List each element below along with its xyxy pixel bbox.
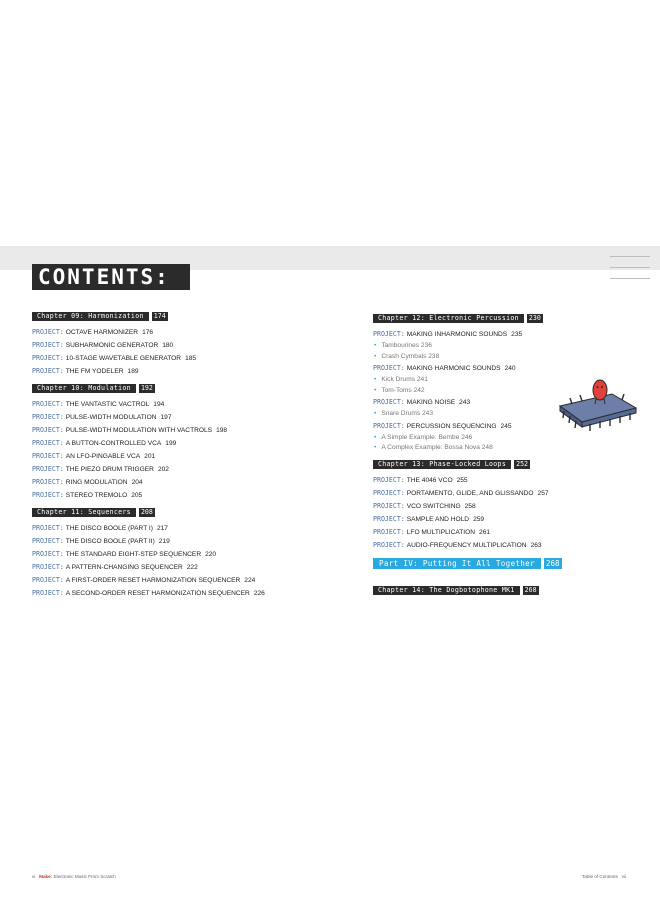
project-entry[interactable] [32, 450, 332, 463]
project-tag: PROJECT: [32, 452, 64, 460]
project-name: THE VANTASTIC VACTROL [65, 401, 150, 408]
project-page-number: 224 [244, 577, 256, 584]
chapter-page-number: 268 [524, 585, 537, 594]
project-page-number: 258 [464, 502, 476, 510]
project-entry[interactable] [32, 535, 332, 548]
project-tag: PROJECT: [373, 330, 405, 338]
project-name: PERCUSSION SEQUENCING [406, 422, 497, 430]
project-name: THE 4046 VCO [406, 476, 453, 484]
project-entry[interactable] [32, 522, 332, 535]
subtopic-page-number: 248 [481, 444, 493, 451]
chapter-label: Chapter 09: Harmonization [32, 312, 149, 321]
project-page-number: 263 [530, 541, 542, 549]
project-name: A BUTTON-CONTROLLED VCA [65, 440, 162, 447]
project-page-number: 199 [165, 440, 177, 447]
project-page-number: 219 [158, 538, 170, 545]
project-tag: PROJECT: [32, 400, 64, 408]
bullet-icon: • [374, 352, 377, 360]
project-name: AN LFO-PINGABLE VCA [65, 453, 141, 460]
corner-rules [610, 246, 650, 279]
chapter-page-number: 208 [140, 508, 153, 516]
project-page-number: 235 [511, 331, 523, 338]
project-page-number: 257 [537, 489, 549, 497]
project-page-number: 180 [162, 342, 174, 349]
project-page-number: 189 [127, 368, 139, 375]
project-entry[interactable] [32, 476, 332, 489]
project-entry[interactable] [32, 489, 332, 502]
project-page-number: 245 [500, 422, 512, 430]
project-page-number: 226 [253, 590, 265, 597]
section-gap [32, 600, 332, 606]
chapter-label: Chapter 12: Electronic Percussion [373, 314, 524, 323]
project-entry[interactable] [373, 500, 643, 513]
project-name: THE DISCO BOOLE (PART I) [65, 525, 153, 532]
project-tag: PROJECT: [32, 367, 64, 375]
project-name: SAMPLE AND HOLD [406, 515, 470, 523]
chapter-heading[interactable] [373, 586, 643, 595]
subtopic-entry[interactable] [373, 443, 643, 454]
subtopic-name: Snare Drums [381, 410, 421, 417]
project-tag: PROJECT: [32, 478, 64, 486]
chapter-label: Chapter 10: Modulation [32, 384, 136, 393]
project-tag: PROJECT: [373, 421, 405, 430]
chapter-page-number: 268 [545, 558, 560, 568]
chapter-heading[interactable] [373, 314, 643, 323]
project-tag: PROJECT: [32, 439, 64, 447]
project-page-number: 255 [456, 476, 468, 484]
project-tag: PROJECT: [32, 426, 64, 434]
bullet-icon: • [374, 433, 377, 441]
chapter-page-number: 192 [140, 384, 153, 392]
project-tag: PROJECT: [32, 413, 64, 421]
project-name: A PATTERN-CHANGING SEQUENCER [65, 564, 183, 571]
project-name: 10-STAGE WAVETABLE GENERATOR [65, 355, 182, 362]
subtopic-page-number: 236 [420, 342, 432, 349]
project-name: SUBHARMONIC GENERATOR [65, 342, 159, 349]
chapter-label: Chapter 14: The Dogbotophone MK1 [373, 586, 520, 595]
subtopic-name: Kick Drums [381, 376, 416, 383]
project-name: MAKING NOISE [406, 399, 456, 406]
chapter-page-number: 230 [528, 314, 541, 322]
subtopic-page-number: 242 [413, 386, 425, 394]
project-tag: PROJECT: [32, 576, 64, 584]
project-entry[interactable] [32, 424, 332, 437]
project-page-number: 261 [479, 528, 491, 536]
subtopic-page-number: 246 [461, 433, 473, 441]
left-column [32, 312, 332, 606]
project-page-number: 185 [185, 355, 197, 362]
project-tag: PROJECT: [373, 540, 405, 549]
footer-section-title: Table of Contents [582, 874, 618, 879]
chapter-heading[interactable] [32, 508, 332, 517]
project-name: THE DISCO BOOLE (PART II) [65, 538, 155, 545]
subtopic-name: Tom-Toms [381, 386, 412, 394]
footer-right-page: vii [621, 874, 626, 879]
project-entry[interactable] [373, 513, 643, 526]
project-entry[interactable] [373, 539, 643, 552]
project-entry[interactable] [32, 463, 332, 476]
project-tag: PROJECT: [32, 328, 64, 336]
project-name: THE STANDARD EIGHT-STEP SEQUENCER [65, 551, 202, 558]
project-page-number: 202 [157, 466, 169, 473]
footer-right [582, 874, 626, 879]
project-entry[interactable] [32, 411, 332, 424]
chapter-page-number: 174 [153, 312, 166, 320]
project-tag: PROJECT: [32, 550, 64, 558]
project-name: MAKING HARMONIC SOUNDS [406, 365, 501, 372]
project-tag: PROJECT: [32, 465, 64, 473]
project-tag: PROJECT: [373, 475, 405, 484]
bullet-icon: • [374, 444, 377, 451]
project-page-number: 217 [156, 525, 168, 532]
project-page-number: 194 [153, 401, 165, 408]
project-tag: PROJECT: [373, 514, 405, 523]
book-spread [0, 246, 660, 879]
project-tag: PROJECT: [32, 589, 64, 597]
bullet-icon: • [374, 342, 377, 349]
subtopic-name: Tambourines [381, 342, 420, 349]
footer-left [32, 874, 116, 879]
subtopic-entry[interactable] [373, 341, 643, 352]
ic-chip-icon [560, 380, 636, 431]
subtopic-name: A Simple Example: Bembe [381, 433, 460, 441]
project-page-number: 204 [131, 479, 143, 486]
project-entry[interactable] [32, 437, 332, 450]
bullet-icon: • [374, 410, 377, 417]
subtopic-page-number: 238 [428, 352, 440, 360]
project-tag: PROJECT: [32, 537, 64, 545]
subtopic-entry[interactable] [373, 433, 643, 444]
bullet-icon: • [374, 386, 377, 394]
chapter-label: Chapter 13: Phase-Locked Loops [373, 460, 511, 469]
subtopic-entry[interactable] [373, 352, 643, 363]
footer-brand: Make: [39, 874, 53, 879]
bullet-icon: • [374, 376, 377, 383]
project-name: LFO MULTIPLICATION [406, 528, 476, 536]
project-page-number: 198 [216, 427, 228, 434]
project-tag: PROJECT: [32, 354, 64, 362]
project-page-number: 197 [160, 414, 172, 421]
project-page-number: 176 [142, 329, 154, 336]
project-entry[interactable] [32, 587, 332, 600]
project-entry[interactable] [373, 474, 643, 487]
project-entry[interactable] [373, 328, 643, 341]
project-entry[interactable] [32, 326, 332, 339]
project-page-number: 243 [459, 399, 471, 406]
project-entry[interactable] [32, 548, 332, 561]
project-page-number: 240 [504, 365, 516, 372]
ic-chip-illustration [552, 364, 642, 434]
chapter-heading[interactable] [32, 384, 332, 393]
project-tag: PROJECT: [373, 398, 405, 406]
project-tag: PROJECT: [373, 488, 405, 497]
project-name: MAKING INHARMONIC SOUNDS [406, 331, 508, 338]
project-entry[interactable] [373, 487, 643, 500]
right-column [373, 314, 643, 600]
subtopic-name: Crash Cymbals [381, 352, 427, 360]
project-name: THE PIEZO DRUM TRIGGER [65, 466, 154, 473]
project-tag: PROJECT: [32, 524, 64, 532]
project-tag: PROJECT: [373, 527, 405, 536]
project-page-number: 220 [205, 551, 217, 558]
project-page-number: 205 [131, 492, 143, 499]
project-name: A SECOND-ORDER RESET HARMONIZATION SEQUENCER [65, 590, 250, 597]
subtopic-name: A Complex Example: Bossa Nova [381, 444, 480, 451]
project-name: PORTAMENTO, GLIDE, AND GLISSANDO [406, 489, 534, 497]
project-entry[interactable] [32, 365, 332, 378]
project-entry[interactable] [32, 339, 332, 352]
project-entry[interactable] [32, 352, 332, 365]
project-tag: PROJECT: [32, 491, 64, 499]
project-name: OCTAVE HARMONIZER [65, 329, 139, 336]
project-entry[interactable] [32, 561, 332, 574]
project-page-number: 201 [144, 453, 156, 460]
project-entry[interactable] [32, 574, 332, 587]
footer-book-title: Electronic Music From Scratch [53, 874, 116, 879]
project-entry[interactable] [373, 526, 643, 539]
project-name: RING MODULATION [65, 479, 128, 486]
subtopic-page-number: 241 [416, 376, 428, 383]
project-name: PULSE-WIDTH MODULATION [65, 414, 157, 421]
chapter-heading[interactable] [373, 460, 643, 469]
contents-heading: CONTENTS: [32, 264, 190, 290]
project-page-number: 222 [186, 564, 198, 571]
project-entry[interactable] [32, 398, 332, 411]
project-name: A FIRST-ORDER RESET HARMONIZATION SEQUENCER [65, 577, 241, 584]
project-name: THE FM YODELER [65, 368, 124, 375]
part-label: Part IV: Putting It All Together [373, 558, 541, 569]
project-tag: PROJECT: [373, 364, 405, 372]
project-name: PULSE-WIDTH MODULATION WITH VACTROLS [65, 427, 213, 434]
project-name: STEREO TREMOLO [65, 492, 128, 499]
part-heading[interactable] [373, 558, 643, 569]
chapter-label: Chapter 11: Sequencers [32, 508, 136, 517]
project-page-number: 259 [473, 515, 485, 523]
footer-left-page: vi [32, 874, 36, 879]
project-tag: PROJECT: [373, 501, 405, 510]
project-name: AUDIO-FREQUENCY MULTIPLICATION [406, 541, 527, 549]
project-tag: PROJECT: [32, 563, 64, 571]
subtopic-page-number: 243 [422, 410, 434, 417]
project-tag: PROJECT: [32, 341, 64, 349]
chapter-heading[interactable] [32, 312, 332, 321]
project-name: VCO SWITCHING [406, 502, 461, 510]
chapter-page-number: 252 [516, 459, 529, 468]
